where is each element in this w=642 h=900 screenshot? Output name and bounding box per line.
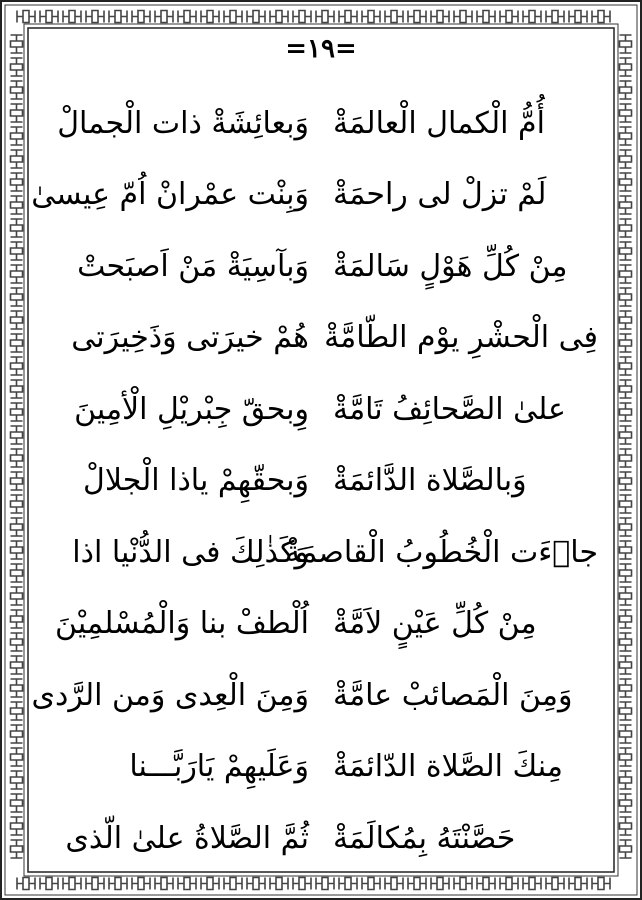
second-hemistich: أُمُّ الْكمال الْعالمَةْ [333,105,545,141]
first-hemistich: وَبآسِيَةْ مَنْ اَصبَحتْ [77,248,309,284]
first-hemistich: وِبحقّ جِبْريْلِ الْأمِينَ [74,391,309,427]
second-hemistich: مِنْ كُلِّ هَوْلٍ سَالمَةْ [333,248,568,284]
first-hemistich: وَعَلَيهِمْ يَارَبَّـــنا [129,749,309,785]
first-hemistich: هُمْ خيرَتى وَذَخِيرَتى [71,320,309,356]
first-hemistich: وَبحقّهِمْ ياذا الْجلالْ [83,463,309,499]
verse-line [44,374,598,446]
verse-line [31,660,598,732]
verse-line [31,160,598,232]
second-hemistich: علىٰ الصَّحائِفُ تَامَّةْ [333,391,566,427]
second-hemistich: جاۤءَت الْخُطُوبُ الْقاصمَةْ [285,534,598,570]
first-hemistich: وَمِنَ الْعِدى وَمن الرَّدى [31,677,309,713]
first-hemistich: ثُمَّ الصَّلاةُ علىٰ الّذى [65,820,309,856]
page-number: =١٩= [285,34,357,64]
second-hemistich: حَصَّنْتَهُ بِمُكالَمَةْ [333,820,516,856]
verse-line [44,589,598,661]
second-hemistich: مِنْ كُلِّ عَيْنٍ لاَمَّةْ [333,606,537,642]
verse-line [44,803,598,875]
first-hemistich: اُلْطفْ بنا وَالْمُسْلمِيْنَ [55,606,309,642]
first-hemistich: وَبعائِشَةْ ذات الْجمالْ [57,105,309,141]
verse-line [44,88,598,160]
verse-line [44,446,598,518]
second-hemistich: مِنكَ الصَّلاة الدّائمَةْ [333,749,563,785]
second-hemistich: فِى الْحشْرِ يوْم الطّامَّةْ [324,320,598,356]
verse-line [44,517,598,589]
second-hemistich: لَمْ تزلْ لى راحمَةْ [333,177,547,213]
first-hemistich: وَبِنْت عمْرانْ اُمّ عِيسىٰ [31,177,309,213]
verse-list [31,88,598,875]
verse-line [44,303,598,375]
verse-line [44,732,598,804]
second-hemistich: وَمِنَ الْمَصائبْ عامَّةْ [333,677,573,713]
first-hemistich: وَكَذٰلِكَ فى الدُّنْيا اذا [72,534,309,570]
second-hemistich: وَبالصَّلاة الدَّائمَةْ [333,463,527,499]
page-content [31,30,598,866]
verse-line [44,231,598,303]
